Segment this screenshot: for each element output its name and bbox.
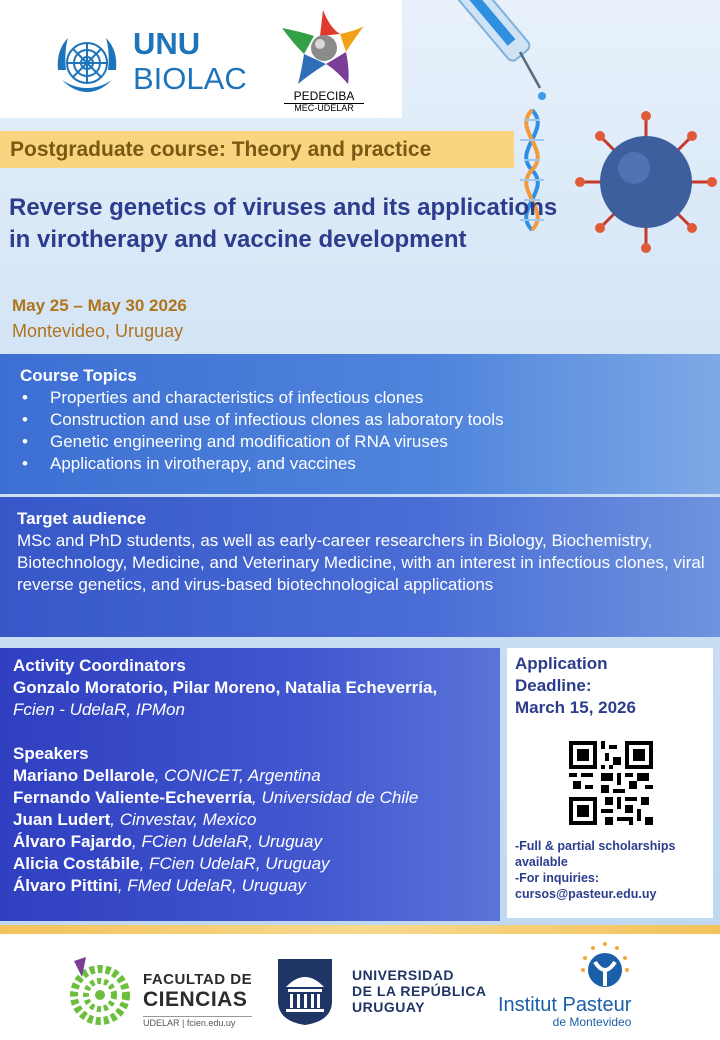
fciencias-line1: FACULTAD DE (143, 971, 253, 988)
speaker-affiliation: , FCien UdelaR, Uruguay (139, 854, 330, 873)
topic-item (20, 409, 504, 431)
course-location: Montevideo, Uruguay (12, 321, 184, 341)
pasteur-logo-icon (575, 940, 635, 996)
deadline-heading (515, 653, 636, 719)
speaker-affiliation: , Universidad de Chile (252, 788, 419, 807)
unu-biolac-logo (133, 28, 247, 94)
application-deadline-box (507, 648, 713, 918)
scholarship-note-cont: available (515, 855, 568, 869)
qr-code-icon[interactable] (569, 741, 653, 825)
udelar-line1: UNIVERSIDAD (352, 967, 454, 983)
topic-text: Applications in virotherapy, and vaccines (50, 454, 356, 473)
course-topics-section (0, 354, 720, 494)
speaker-item (13, 765, 498, 787)
virus-icon (575, 111, 717, 253)
fciencias-line3: UDELAR | fcien.edu.uy (143, 1016, 252, 1028)
coordinator-affiliation: Fcien - UdelaR, IPMon (13, 700, 185, 719)
udelar-seal-icon (274, 957, 336, 1027)
pedeciba-star-icon (280, 6, 366, 88)
header-logos (0, 0, 402, 118)
bullet-icon: • (22, 432, 28, 451)
speaker-affiliation: , CONICET, Argentina (154, 766, 321, 785)
inquiries-note: -For inquiries: (515, 871, 600, 885)
topics-heading: Course Topics (20, 366, 137, 385)
bullet-icon: • (22, 388, 28, 407)
topic-item (20, 431, 504, 453)
topics-list (20, 387, 504, 475)
topic-item (20, 387, 504, 409)
coordinators-speakers-section (0, 648, 500, 921)
bullet-icon: • (22, 410, 28, 429)
pedeciba-sub: MEC-UDELAR (284, 103, 364, 113)
fciencias-line2: CIENCIAS (143, 988, 248, 1011)
topic-text: Genetic engineering and modification of RNA viruses (50, 432, 448, 451)
speaker-item (13, 787, 498, 809)
speaker-name: Alicia Costábile (13, 854, 140, 873)
target-audience-section (0, 497, 720, 637)
pasteur-logo (498, 994, 631, 1029)
audience-text: MSc and PhD students, as well as early-career researchers in Biology, Biochemistry, Biotechnology, Medicine, and Veterinary Medicine, with an interest in infectious clones, viral reverse genetics, and virus-based biotechnological applications (17, 531, 705, 594)
footer-divider (0, 925, 720, 934)
unu-label: UNU (133, 26, 201, 61)
course-type-banner (0, 131, 514, 168)
speaker-item (13, 809, 498, 831)
udelar-logo (352, 967, 487, 1015)
syringe-icon (450, 0, 546, 100)
pedeciba-logo (284, 90, 364, 113)
topic-text: Properties and characteristics of infectious clones (50, 388, 424, 407)
un-emblem-icon (52, 30, 122, 100)
course-title: Reverse genetics of viruses and its applications in virotherapy and vaccine development (9, 194, 558, 253)
speaker-name: Juan Ludert (13, 810, 111, 829)
topic-text: Construction and use of infectious clones as laboratory tools (50, 410, 504, 429)
speaker-affiliation: , Cinvestav, Mexico (110, 810, 257, 829)
speaker-item (13, 853, 498, 875)
topic-item (20, 453, 504, 475)
audience-heading: Target audience (17, 509, 147, 528)
biolac-label: BIOLAC (133, 61, 247, 96)
course-dates: May 25 – May 30 2026 (12, 296, 187, 315)
contact-email[interactable]: cursos@pasteur.edu.uy (515, 887, 657, 901)
speaker-name: Mariano Dellarole (13, 766, 155, 785)
speaker-affiliation: , FCien UdelaR, Uruguay (132, 832, 322, 851)
deadline-line2: Deadline: (515, 676, 592, 695)
fciencias-logo-icon (64, 955, 136, 1027)
deadline-notes (515, 838, 675, 902)
bullet-icon: • (22, 454, 28, 473)
speakers-heading: Speakers (13, 744, 89, 763)
pasteur-line1: Institut Pasteur (498, 994, 632, 1016)
fciencias-logo (143, 972, 252, 1028)
udelar-line2: DE LA REPÚBLICA (352, 983, 487, 999)
deadline-line1: Application (515, 654, 608, 673)
pedeciba-label: PEDECIBA (293, 89, 355, 103)
scholarship-note: -Full & partial scholarships (515, 839, 676, 853)
speaker-affiliation: , FMed UdelaR, Uruguay (117, 876, 306, 895)
coordinator-names: Gonzalo Moratorio, Pilar Moreno, Natalia Echeverría, (13, 678, 438, 697)
speaker-name: Álvaro Pittini (13, 876, 118, 895)
udelar-line3: URUGUAY (352, 999, 425, 1015)
coordinators-heading: Activity Coordinators (13, 656, 186, 675)
deadline-date: March 15, 2026 (515, 698, 636, 717)
speaker-item (13, 831, 498, 853)
speaker-name: Álvaro Fajardo (13, 832, 133, 851)
course-type: Postgraduate course: Theory and practice (10, 138, 432, 161)
spacer (13, 721, 498, 743)
footer-logos (0, 934, 720, 1040)
speaker-item (13, 875, 498, 897)
speaker-name: Fernando Valiente-Echeverría (13, 788, 253, 807)
people-list (13, 655, 498, 897)
pasteur-line2: de Montevideo (552, 1015, 632, 1029)
